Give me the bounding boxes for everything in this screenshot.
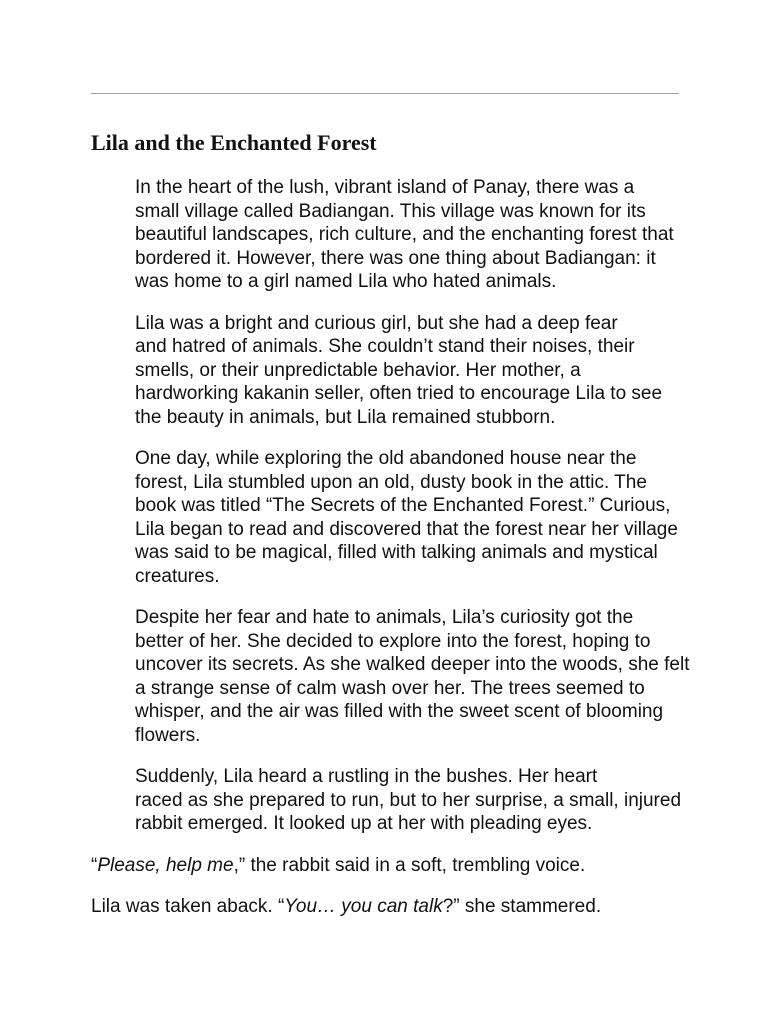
open-quote: “ — [91, 854, 98, 876]
text-line: One day, while exploring the old abandoned house near the — [135, 448, 637, 469]
text-line: book was titled “The Secrets of the Enchanted Forest.” Curious, — [135, 495, 671, 516]
top-divider — [91, 93, 679, 94]
text-line: smells, or their unpredictable behavior. Her mother, a — [135, 359, 581, 381]
narration-lead: Lila was taken aback. “ — [91, 896, 285, 917]
paragraph-5 — [91, 765, 682, 836]
rabbit-speech: Please, help me — [97, 854, 234, 876]
dialogue-rabbit — [91, 854, 679, 878]
text-line: the beauty in animals, but Lila remained stubborn. — [135, 406, 556, 428]
text-line: bordered it. However, there was one thing about Badiangan: it — [135, 247, 656, 269]
speech-tag: ?” she stammered. — [442, 896, 602, 917]
text-line: small village called Badiangan. This village was known for its — [135, 200, 646, 222]
paragraph-2 — [91, 312, 679, 430]
story-body — [91, 176, 690, 937]
text-line: In the heart of the lush, vibrant island of Panay, there was a — [135, 177, 635, 198]
text-line: was home to a girl named Lila who hated animals. — [135, 271, 557, 292]
text-line: a strange sense of calm wash over her. The trees seemed to — [135, 677, 645, 699]
text-line — [91, 854, 679, 878]
text-line: creatures. — [135, 565, 220, 587]
text-line: raced as she prepared to run, but to her surprise, a small, injured — [135, 789, 682, 811]
text-line: rabbit emerged. It looked up at her with pleading eyes. — [135, 813, 593, 834]
text-line: Suddenly, Lila heard a rustling in the bushes. Her heart — [135, 766, 598, 787]
story-title: Lila and the Enchanted Forest — [91, 130, 377, 155]
speech-tag: ,” the rabbit said in a soft, trembling voice. — [233, 854, 586, 876]
text-line: Lila began to read and discovered that the forest near her village — [135, 518, 678, 540]
paragraph-1 — [91, 176, 679, 294]
text-line: and hatred of animals. She couldn’t stand their noises, their — [135, 336, 635, 357]
text-line: whisper, and the air was filled with the sweet scent of blooming — [135, 701, 664, 722]
paragraph-4 — [91, 606, 690, 747]
text-line: forest, Lila stumbled upon an old, dusty book in the attic. The — [135, 471, 647, 493]
text-line: beautiful landscapes, rich culture, and the enchanting forest that — [135, 224, 674, 245]
text-line: better of her. She decided to explore into the forest, hoping to — [135, 630, 651, 652]
text-line: Despite her fear and hate to animals, Lila’s curiosity got the — [135, 607, 634, 628]
text-line: hardworking kakanin seller, often tried to encourage Lila to see — [135, 383, 663, 404]
lila-speech: You… you can talk — [284, 896, 443, 917]
paragraph-3 — [91, 447, 679, 588]
text-line: Lila was a bright and curious girl, but she had a deep fear — [135, 312, 618, 334]
text-line — [91, 895, 679, 919]
text-line: uncover its secrets. As she walked deeper into the woods, she felt — [135, 654, 690, 675]
text-line: flowers. — [135, 724, 201, 746]
dialogue-lila — [91, 895, 679, 919]
text-line: was said to be magical, filled with talking animals and mystical — [135, 542, 658, 563]
